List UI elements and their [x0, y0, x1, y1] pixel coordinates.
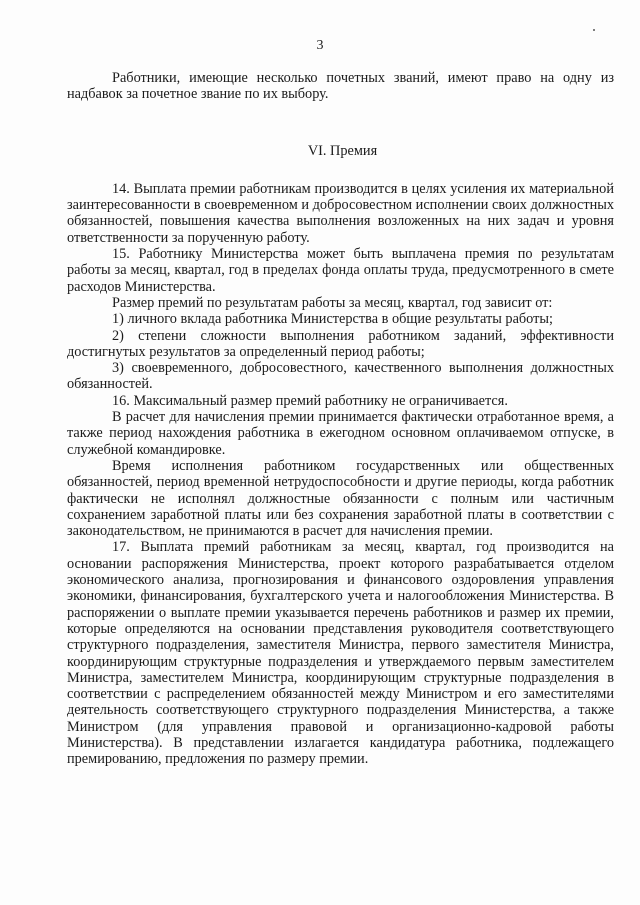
paragraph-15: 15. Работнику Министерства может быть выплачена премия по результатам работы за месяц, квартал, год в пределах фонда оплаты труда, предусмотренного в смете расходов Министерства.: [67, 246, 614, 295]
paragraph-17: 17. Выплата премий работникам за месяц, квартал, год производится на основании распоряжения Министерства, проект которого разрабатывается отделом экономического анализа, прогнозирования и финансового оздоровления управления экономики, финансирования, бухгалтерского учета и налогообложения Министерства. В распоряжении о выплате премии указывается перечень работников и размер их премии, которые определяются на основании представления руководителя соответствующего структурного подразделения, заместителя Министра, первого заместителя Министра, координирующим структурные подразделения и утверждаемого первым заместителем Министра, заместителем Министра, координирующим структурные подразделения в соответствии с распределением обязанностей между Министром и его заместителями деятельность соответствующего структурного подразделения Министерства, а также Министром (для управления правовой и организационно-кадровой работы Министерства). В представлении излагается кандидатура работника, подлежащего премированию, предложения по размеру премии.: [67, 539, 614, 768]
paragraph-14: 14. Выплата премии работникам производится в целях усиления их материальной заинтересованности в своевременном и добросовестном исполнении своих должностных обязанностей, повышения качества выполнения возложенных на них задач и уровня ответственности за порученную работу.: [67, 180, 614, 246]
document-body: [67, 70, 614, 768]
section-heading: VI. Премия: [307, 142, 378, 159]
list-item-1: 1) личного вклада работника Министерства в общие результаты работы;: [112, 311, 553, 328]
paragraph-calc-time: В расчет для начисления премии принимается фактически отработанное время, а также период нахождения работника в ежегодном основном оплачиваемом отпуске, в служебной командировке.: [67, 409, 614, 458]
list-item-2: 2) степени сложности выполнения работником заданий, эффективности достигнутых результатов за определенный период работы;: [67, 327, 614, 360]
scan-speck: [593, 29, 595, 31]
paragraph-bonus-size-intro: Размер премий по результатам работы за месяц, квартал, год зависит от:: [112, 294, 553, 311]
paragraph-excluded-periods: Время исполнения работником государственных или общественных обязанностей, период временной нетрудоспособности и другие периоды, когда работник фактически не исполнял должностные обязанности с полным или частичным сохранением заработной платы или без сохранения заработной платы в соответствии с законодательством, не принимаются в расчет для начисления премии.: [67, 457, 614, 540]
intro-paragraph: Работники, имеющие несколько почетных званий, имеют право на одну из надбавок за почетное звание по их выбору.: [67, 70, 614, 103]
page-number: 3: [316, 38, 324, 53]
list-item-3: 3) своевременного, добросовестного, качественного выполнения должностных обязанностей.: [67, 360, 614, 393]
paragraph-16: 16. Максимальный размер премий работнику не ограничивается.: [112, 392, 508, 409]
